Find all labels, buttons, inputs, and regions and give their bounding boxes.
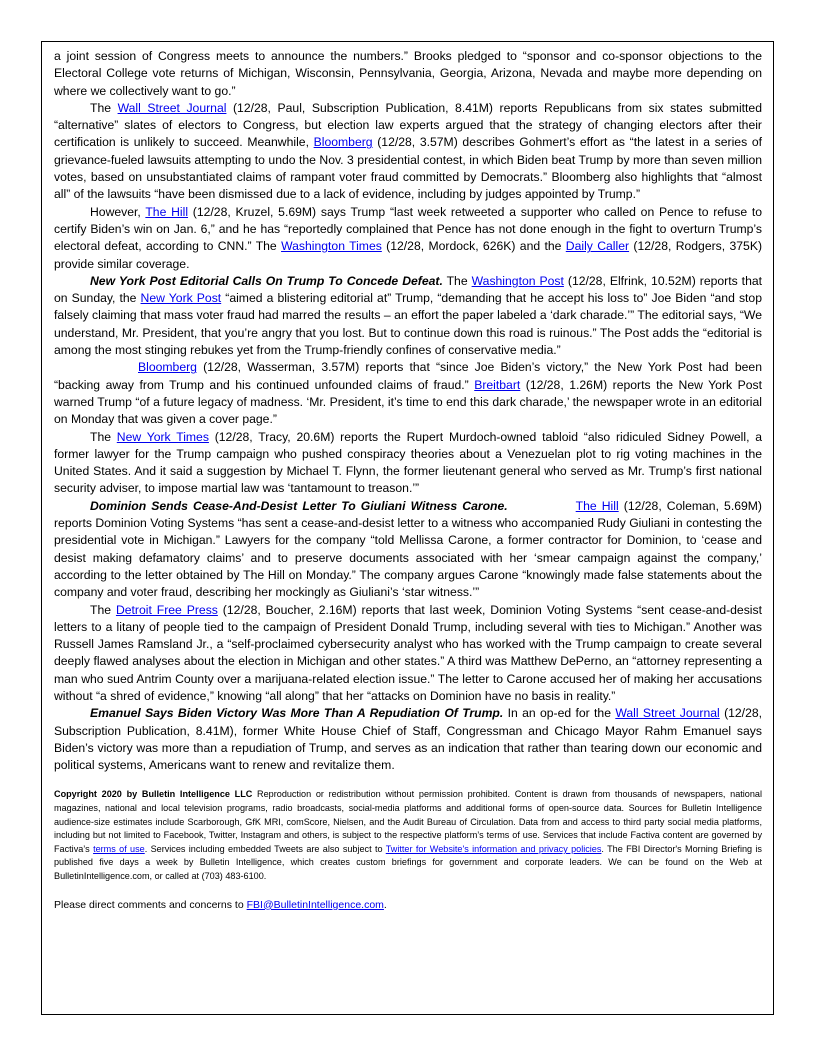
paragraph-1 [54, 48, 762, 100]
link-breitbart[interactable]: Breitbart [474, 377, 521, 392]
paragraph-7 [54, 498, 762, 602]
text: . The FBI Director's Morning Briefing is published five days a week by Bulletin Intelligence, which creates custom briefings for government and corporate leaders. We can be found on the Web at BulletinIntelligence.com, or called at (703) 483-6100. [54, 843, 762, 882]
link-the-hill-2[interactable]: The Hill [575, 498, 619, 513]
text: In an op-ed for the [503, 706, 616, 721]
paragraph-5 [54, 359, 762, 428]
text: a joint session of Congress meets to announce the numbers.” Brooks pledged to “sponsor and co-sponsor objections to the Electoral College vote returns of Michigan, Wisconsin, Pennsylvania, Georgia, Arizona, Nevada and maybe more depending on where we collectively want to go.” [54, 49, 762, 98]
text: (12/28, Paul, Subscription Publication, 8.41M) reports Republicans from six states submitted “alternative” slates of electors to Congress, but election law experts argued that the strategy of changing electors after their certification is unlikely to succeed. Meanwhile, [54, 100, 762, 150]
contact-line [54, 898, 762, 912]
text: (12/28, Elfrink, 10.52M) reports that on Sunday, the [54, 273, 763, 306]
link-wall-street-journal-2[interactable]: Wall Street Journal [615, 706, 720, 721]
paragraph-8 [54, 602, 762, 706]
paragraph-9 [54, 705, 762, 774]
text: The [442, 273, 472, 288]
paragraph-6 [54, 429, 762, 498]
link-bloomberg[interactable]: Bloomberg [313, 135, 373, 150]
copyright-notice: Copyright 2020 by Bulletin Intelligence LLC [54, 789, 253, 800]
section-heading: Emanuel Says Biden Victory Was More Than A Repudiation Of Trump. [90, 706, 504, 721]
link-new-york-post[interactable]: New York Post [140, 291, 222, 306]
link-daily-caller[interactable]: Daily Caller [565, 239, 630, 254]
text: (12/28, 3.57M) describes Gohmert’s effort as “the latest in a series of grievance-fueled lawsuits attempting to undo the Nov. 3 presidential contest, in which Biden beat Trump by more than seven million votes, based on unsubstantiated claims of rampant voter fraud committed by Democrats.” Bloomberg also highlights that “almost all” of the lawsuits “have been dismissed due to a lack of evidence, including by judges appointed by Trump.” [54, 135, 762, 202]
text: Please direct comments and concerns to [54, 898, 247, 911]
text: However, [90, 204, 146, 219]
text: (12/28, Tracy, 20.6M) reports the Rupert Murdoch-owned tabloid “also ridiculed Sidney Powell, a former lawyer for the Trump campaign who pushed conspiracy theories about a Venezuelan plot to rig voting machines in the United States. And it said a suggestion by Michael T. Flynn, the former lieutenant general who served as Mr. Trump’s first national security adviser, to impose martial law was ‘tantamount to treason.’” [54, 429, 763, 496]
link-wall-street-journal[interactable]: Wall Street Journal [117, 100, 227, 115]
link-washington-times[interactable]: Washington Times [281, 239, 382, 254]
paragraph-4 [54, 273, 762, 359]
text: (12/28, Subscription Publication, 8.41M), former White House Chief of Staff, Congressman and Chicago Mayor Rahm Emanuel says Biden’s victory was more than a repudiation of Trump, and serves as an indication that rather than tearing down our economic and political systems, Americans want to renew and revitalize them. [54, 706, 763, 773]
text: “aimed a blistering editorial at” Trump, “demanding that he accept his loss to” Joe Biden “and stop falsely claiming that mass voter fraud had marred the results – an effort the paper labeled a ‘dark charade.’” The editorial says, “We understand, Mr. President, that you’re angry that you lost. But to continue down this road is ruinous.” The Post adds the “editorial is among the most stinging rebukes yet from the Trump-friendly confines of conservative media.” [54, 291, 762, 358]
text: (12/28, Wasserman, 3.57M) reports that “since Joe Biden’s victory,” the New York Post had been “backing away from Trump and his continued unfounded claims of fraud.” [54, 360, 762, 392]
text: The [90, 429, 117, 444]
text: (12/28, Boucher, 2.16M) reports that last week, Dominion Voting Systems “sent cease-and-desist letters to a litany of people tied to the campaign of President Donald Trump, including several with ties to Michigan.” Another was Russell James Ramsland Jr., a “self-proclaimed cybersecurity analyst who has worked with the Trump campaign to create several deeply flawed analyses about the election in Michigan and other states.” A third was Matthew DePerno, an “attorney representing a man who sued Antrim County over a marijuana-related election issue.” The letter to Carone accused her of making her accusations without “a shred of evidence,” knowing “all along” that her “attacks on Dominion have no basis in reality.” [54, 602, 762, 703]
text: (12/28, Kruzel, 5.69M) says Trump “last week retweeted a supporter who called on Pence to refuse to certify Biden’s win on Jan. 6,” and he has “reportedly complained that Pence has not done enough in the fight to overturn Trump’s electoral defeat, according to CNN.” The [54, 204, 763, 254]
article-body [54, 48, 762, 912]
link-bloomberg-2[interactable]: Bloomberg [138, 360, 197, 375]
text: The [90, 100, 118, 115]
text: . Services including embedded Tweets are also subject to [144, 843, 386, 854]
paragraph-2 [54, 100, 762, 204]
text: The [90, 602, 116, 617]
text: (12/28, Mordock, 626K) and the [381, 239, 566, 254]
email-link[interactable]: FBI@BulletinIntelligence.com [246, 898, 384, 911]
link-detroit-free-press[interactable]: Detroit Free Press [115, 602, 218, 617]
text: (12/28, Coleman, 5.69M) reports Dominion Voting Systems “has sent a cease-and-desist letter to a witness who accompanied Rudy Giuliani in contesting the presidential vote in Michigan.” Lawyers for the company “told Mellissa Carone, a former contractor for Dominion, to ‘cease and desist making defamatory claims’ and to preserve documents associated with her ‘smear campaign against the company,’ according to the letter obtained by The Hill on Monday.” The company argues Carone “knowingly made false statements about the company and voter fraud, describing her mockingly as Giuliani’s ‘star witness.’” [54, 498, 762, 600]
section-heading: New York Post Editorial Calls On Trump To Concede Defeat. [90, 273, 443, 288]
text: (12/28, 1.26M) reports the New York Post warned Trump “of a future legacy of madness. ‘Mr. President, it’s time to end this dark charade,’ the newspaper wrote in an editorial on Monday that was given a cover page.” [54, 377, 763, 427]
section-heading: Dominion Sends Cease-And-Desist Letter To Giuliani Witness Carone. [90, 498, 508, 513]
page-frame [41, 41, 774, 1015]
copyright-footer [54, 788, 762, 883]
link-the-hill[interactable]: The Hill [145, 204, 189, 219]
paragraph-3 [54, 204, 762, 273]
text: . [383, 898, 387, 911]
link-twitter-policies[interactable]: Twitter for Website's information and privacy policies [385, 843, 602, 854]
text: Reproduction or redistribution without permission prohibited. Content is drawn from thousands of newspapers, national magazines, national and local television programs, radio broadcasts, social-media platforms and additional forms of open-source data. Sources for Bulletin Intelligence audience-size estimates include Scarborough, GfK MRI, comScore, Nielsen, and the Audit Bureau of Circulation. Data from and access to third party social media platforms, including but not limited to Facebook, Twitter, Instagram and others, is subject to the respective platform’s terms of use. Services that include Factiva content are governed by Factiva’s [54, 789, 762, 854]
link-factiva-terms[interactable]: terms of use [93, 843, 145, 854]
link-new-york-times[interactable]: New York Times [116, 429, 209, 444]
text: (12/28, Rodgers, 375K) provide similar coverage. [54, 239, 763, 271]
link-washington-post[interactable]: Washington Post [471, 273, 564, 288]
